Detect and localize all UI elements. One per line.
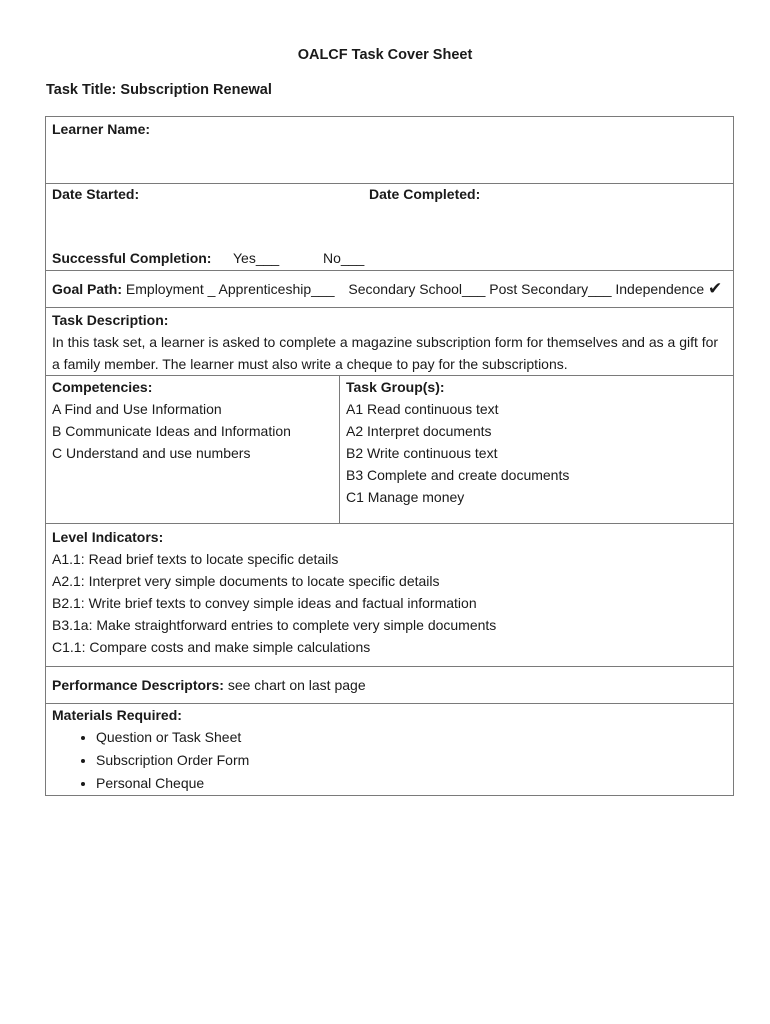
goal-path-employment[interactable]: Employment _	[125, 281, 216, 297]
goal-path-independence[interactable]: Independence	[615, 281, 705, 297]
level-indicators-label: Level Indicators:	[52, 529, 164, 545]
successful-completion-label: Successful Completion:	[52, 250, 212, 266]
task-group-item: B3 Complete and create documents	[346, 467, 570, 483]
task-group-item: A1 Read continuous text	[346, 401, 499, 417]
task-description-text: In this task set, a learner is asked to complete a magazine subscription form for themselves and as a gift for a family member. The learner must also write a cheque to pay for the subscriptions.	[52, 334, 719, 372]
goal-path-label: Goal Path:	[52, 281, 123, 297]
competencies-label: Competencies:	[52, 379, 153, 395]
material-item: • Subscription Order Form	[96, 749, 727, 772]
task-groups-label: Task Group(s):	[346, 379, 445, 395]
cover-sheet-table	[45, 116, 734, 796]
date-started-label: Date Started:	[52, 186, 140, 202]
level-indicator-item: A1.1: Read brief texts to locate specific details	[52, 551, 339, 567]
task-description-label: Task Description:	[52, 312, 169, 328]
materials-required-row	[46, 704, 734, 796]
dates-row	[46, 184, 734, 271]
competencies-row	[46, 376, 734, 524]
material-item: • Personal Cheque	[96, 772, 727, 795]
learner-name-row	[46, 117, 734, 184]
goal-path-secondary-school[interactable]: Secondary School___	[348, 281, 486, 297]
materials-list	[52, 726, 727, 795]
document-title: OALCF Task Cover Sheet	[297, 47, 473, 63]
level-indicator-item: B2.1: Write brief texts to convey simple ideas and factual information	[52, 595, 477, 611]
competency-item: B Communicate Ideas and Information	[52, 423, 291, 439]
material-item: • Question or Task Sheet	[96, 726, 727, 749]
level-indicator-item: B3.1a: Make straightforward entries to complete very simple documents	[52, 617, 497, 633]
task-group-item: A2 Interpret documents	[346, 423, 492, 439]
task-title: Task Title: Subscription Renewal	[46, 82, 272, 98]
goal-path-row	[46, 271, 734, 308]
goal-path-apprenticeship[interactable]: Apprenticeship___	[218, 281, 335, 297]
performance-descriptors-label: Performance Descriptors:	[52, 677, 224, 693]
checkmark-icon: ✔	[708, 279, 723, 298]
level-indicator-item: C1.1: Compare costs and make simple calculations	[52, 639, 371, 655]
competency-item: A Find and Use Information	[52, 401, 222, 417]
materials-required-label: Materials Required:	[52, 707, 182, 723]
learner-name-field[interactable]	[46, 117, 734, 184]
level-indicators-row	[46, 524, 734, 667]
competency-item: C Understand and use numbers	[52, 445, 251, 461]
task-group-item: C1 Manage money	[346, 489, 465, 505]
task-description-row	[46, 308, 734, 376]
task-group-item: B2 Write continuous text	[346, 445, 498, 461]
performance-descriptors-row	[46, 667, 734, 704]
date-completed-label: Date Completed:	[369, 186, 481, 202]
level-indicator-item: A2.1: Interpret very simple documents to locate specific details	[52, 573, 440, 589]
learner-name-label: Learner Name:	[52, 121, 151, 137]
completion-yes-option[interactable]: Yes___	[233, 250, 280, 266]
completion-no-option[interactable]: No___	[323, 250, 365, 266]
goal-path-post-secondary[interactable]: Post Secondary___	[489, 281, 612, 297]
performance-descriptors-text: see chart on last page	[227, 677, 366, 693]
